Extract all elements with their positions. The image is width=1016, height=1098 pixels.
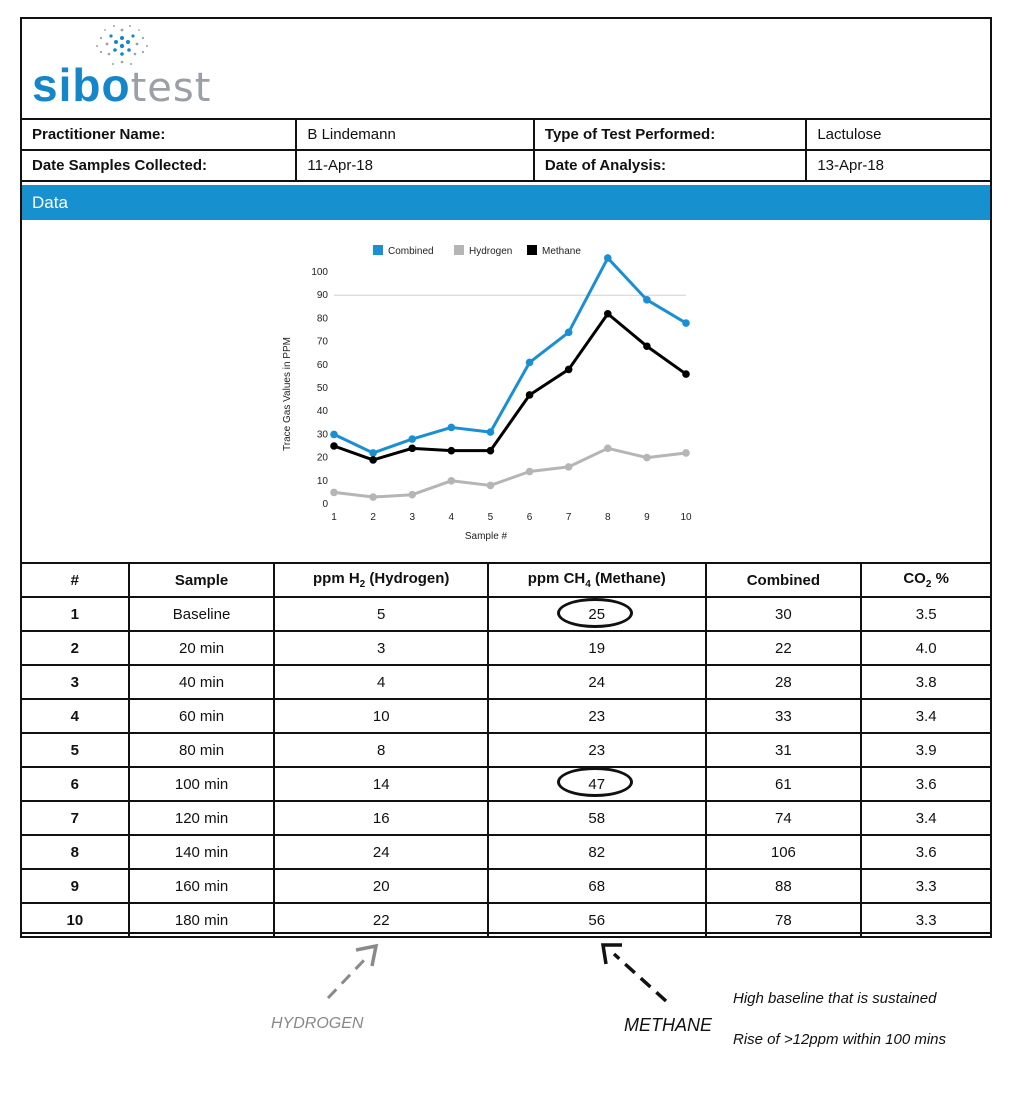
hydrogen-annotation: HYDROGEN	[271, 1015, 364, 1032]
x-tick-label: 1	[331, 512, 337, 523]
y-tick-label: 10	[316, 475, 328, 487]
date-analysis-label: Date of Analysis:	[534, 150, 806, 181]
x-tick-label: 3	[409, 512, 416, 523]
x-tick-label: 9	[644, 512, 650, 523]
col-header-sample: Sample	[129, 563, 275, 597]
x-axis-label: Sample #	[464, 531, 508, 542]
cell-ch4: 68	[488, 869, 706, 903]
cell-ch4: 82	[488, 835, 706, 869]
cell-combined: 28	[706, 665, 862, 699]
date-collected-label: Date Samples Collected:	[21, 150, 296, 181]
cell-ch4: 24	[488, 665, 706, 699]
cell-sample: 20 min	[129, 631, 275, 665]
test-type-label: Type of Test Performed:	[534, 119, 806, 150]
cell-sample: 120 min	[129, 801, 275, 835]
cell-combined: 74	[706, 801, 862, 835]
col-header-co2: $CO_2$ %	[861, 563, 991, 597]
date-analysis-value: 13-Apr-18	[806, 150, 991, 181]
cell-combined: 31	[706, 733, 862, 767]
col-header-num: #	[21, 563, 129, 597]
legend-label-methane: Methane	[542, 246, 581, 257]
y-tick-label: 70	[316, 336, 328, 348]
y-tick-label: 100	[311, 267, 328, 278]
cell-num: 4	[21, 699, 129, 733]
cell-num: 2	[21, 631, 129, 665]
y-tick-label: 40	[316, 406, 328, 418]
y-tick-label: 50	[316, 383, 328, 394]
cell-co2: 3.6	[861, 835, 991, 869]
methane-annotation: METHANE	[624, 1015, 713, 1035]
cell-co2: 3.3	[861, 903, 991, 937]
legend-label-hydrogen: Hydrogen	[469, 246, 513, 257]
cell-ch4: 47	[488, 767, 706, 801]
cell-num: 8	[21, 835, 129, 869]
cell-h2: 4	[274, 665, 488, 699]
cell-combined: 22	[706, 631, 862, 665]
practitioner-value: B Lindemann	[296, 119, 534, 150]
logo-word-test: test	[130, 65, 212, 111]
cell-num: 3	[21, 665, 129, 699]
cell-num: 10	[21, 903, 129, 937]
cell-h2: 14	[274, 767, 488, 801]
cell-sample: 180 min	[129, 903, 275, 937]
x-tick-label: 10	[680, 512, 692, 523]
cell-num: 6	[21, 767, 129, 801]
cell-num: 7	[21, 801, 129, 835]
cell-combined: 78	[706, 903, 862, 937]
cell-ch4: 19	[488, 631, 706, 665]
legend-label-combined: Combined	[388, 246, 434, 257]
cell-sample: 40 min	[129, 665, 275, 699]
cell-h2: 8	[274, 733, 488, 767]
cell-h2: 3	[274, 631, 488, 665]
practitioner-label: Practitioner Name:	[21, 119, 296, 150]
cell-sample: 140 min	[129, 835, 275, 869]
section-title: Data	[20, 185, 992, 220]
col-header-ch4: ppm $CH_4$ (Methane)	[488, 563, 706, 597]
test-type-value: Lactulose	[806, 119, 991, 150]
cell-sample: 80 min	[129, 733, 275, 767]
cell-co2: 3.9	[861, 733, 991, 767]
col-header-combined: Combined	[706, 563, 862, 597]
x-tick-label: 4	[448, 512, 455, 523]
cell-sample: 100 min	[129, 767, 275, 801]
cell-num: 5	[21, 733, 129, 767]
cell-combined: 61	[706, 767, 862, 801]
methane-arrow-icon	[603, 945, 666, 1001]
cell-combined: 30	[706, 597, 862, 631]
y-tick-label: 20	[316, 452, 328, 464]
cell-h2: 5	[274, 597, 488, 631]
x-tick-label: 7	[565, 512, 572, 523]
x-tick-label: 5	[487, 512, 494, 523]
cell-h2: 20	[274, 869, 488, 903]
cell-combined: 33	[706, 699, 862, 733]
cell-sample: Baseline	[129, 597, 275, 631]
cell-h2: 24	[274, 835, 488, 869]
logo-word-sibo: sibo	[32, 59, 131, 111]
x-tick-label: 8	[604, 512, 611, 523]
date-collected-value: 11-Apr-18	[296, 150, 534, 181]
cell-num: 9	[21, 869, 129, 903]
y-tick-label: 90	[316, 290, 328, 302]
y-axis-label: Trace Gas Values in PPM	[282, 337, 293, 451]
cell-co2: 3.3	[861, 869, 991, 903]
hydrogen-arrow-icon	[328, 946, 376, 998]
cell-co2: 3.4	[861, 801, 991, 835]
y-tick-label: 30	[316, 429, 328, 441]
cell-ch4: 56	[488, 903, 706, 937]
note-rise: Rise of >12ppm within 100 mins	[733, 1031, 947, 1048]
cell-h2: 10	[274, 699, 488, 733]
cell-co2: 3.4	[861, 699, 991, 733]
col-header-h2: ppm $H_2$ (Hydrogen)	[274, 563, 488, 597]
y-tick-label: 80	[316, 313, 328, 325]
cell-h2: 16	[274, 801, 488, 835]
cell-co2: 3.5	[861, 597, 991, 631]
x-tick-label: 2	[370, 512, 376, 523]
cell-ch4: 23	[488, 733, 706, 767]
cell-co2: 4.0	[861, 631, 991, 665]
cell-ch4: 58	[488, 801, 706, 835]
x-tick-label: 6	[526, 512, 533, 523]
cell-combined: 106	[706, 835, 862, 869]
cell-num: 1	[21, 597, 129, 631]
y-tick-label: 0	[322, 499, 328, 510]
note-high-baseline: High baseline that is sustained	[733, 990, 937, 1007]
cell-h2: 22	[274, 903, 488, 937]
cell-co2: 3.6	[861, 767, 991, 801]
cell-ch4: 23	[488, 699, 706, 733]
cell-sample: 160 min	[129, 869, 275, 903]
cell-combined: 88	[706, 869, 862, 903]
cell-ch4: 25	[488, 597, 706, 631]
cell-co2: 3.8	[861, 665, 991, 699]
cell-sample: 60 min	[129, 699, 275, 733]
y-tick-label: 60	[316, 359, 328, 371]
